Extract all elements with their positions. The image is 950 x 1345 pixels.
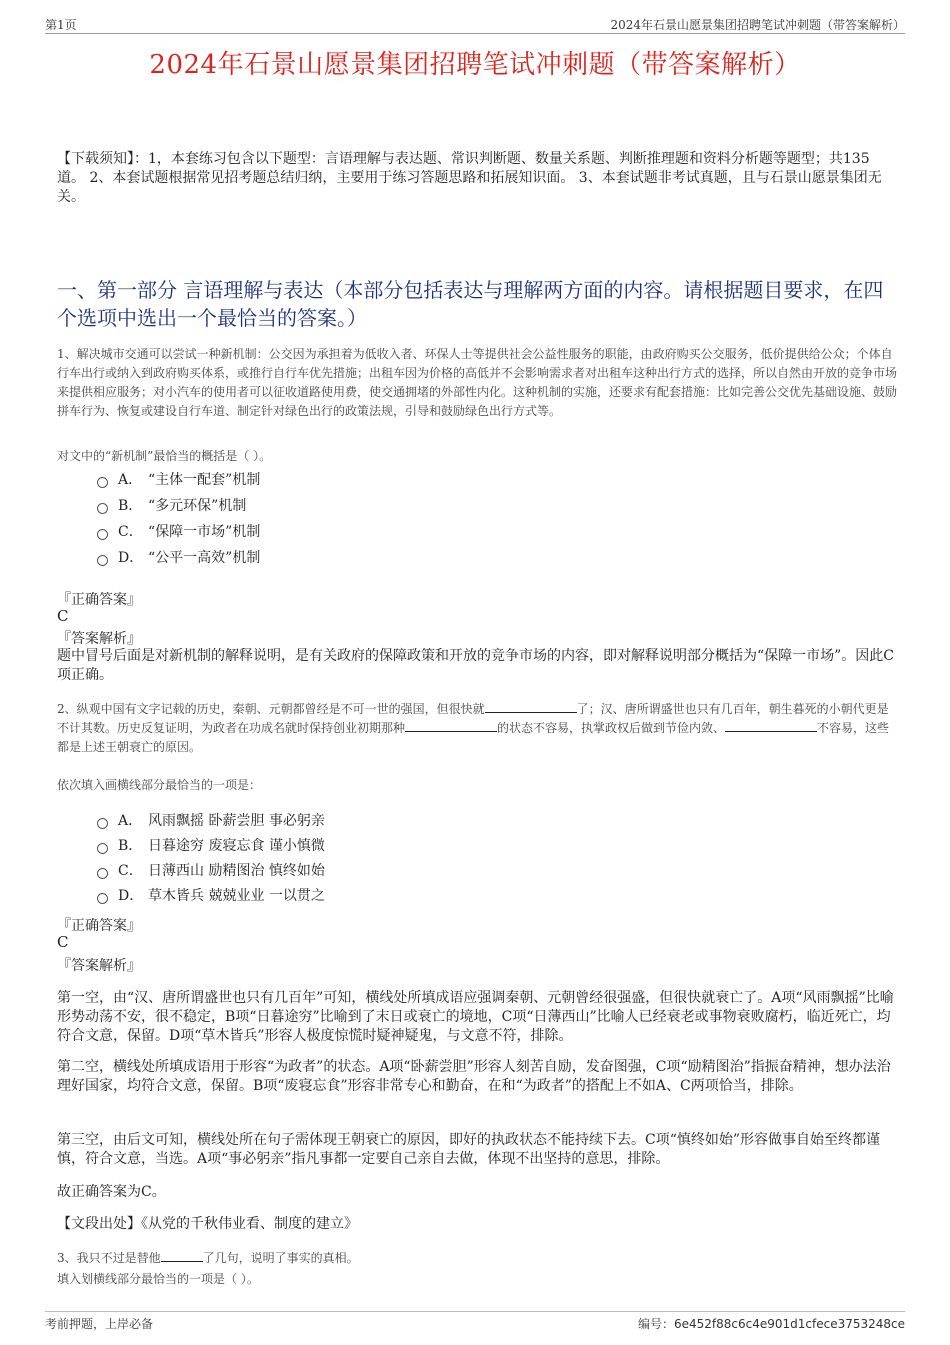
radio-icon[interactable] <box>97 843 108 854</box>
radio-icon[interactable] <box>97 529 108 540</box>
footer-code: 编号：6e452f88c6c4e901d1cfece3753248ce <box>637 1317 905 1331</box>
question-2-analysis-3: 第三空，由后文可知，横线处所在句子需体现王朝衰亡的原因，即好的执政状态不能持续下去。C项“慎终如始”形容做事自始至终都谨慎，符合文意，当选。A项“事必躬亲”指凡事都一定要自己亲自去做，体现不出坚持的意思，排除。 <box>57 1132 881 1167</box>
footer-slogan: 考前押题，上岸必备 <box>45 1317 154 1331</box>
question-1-option-c[interactable]: C． “保障一市场”机制 <box>97 521 260 541</box>
question-1-analysis: 题中冒号后面是对新机制的解释说明，是有关政府的保障政策和开放的竞争市场的内容，即对解释说明部分概括为“保障一市场”。因此C项正确。 <box>57 648 895 683</box>
question-2-source: 【文段出处】《从党的千秋伟业看、制度的建立》 <box>57 1216 358 1232</box>
question-2-analysis-1: 第一空，由“汉、唐所谓盛世也只有几百年”可知，横线处所填成语应强调秦朝、元朝曾经很强盛，但很快就衰亡了。A项“风雨飘摇”比喻形势动荡不安，很不稳定，B项“日暮途穷”比喻到了末日或衰亡的境地，C项“日薄西山”比喻人已经衰老或事物衰败腐朽，临近死亡，均符合文意，保留。D项“草木皆兵”形容人极度惊慌时疑神疑鬼，与文意不符，排除。 <box>57 990 894 1044</box>
question-2-option-b[interactable]: B． 日暮途穷 废寝忘食 谨小慎微 <box>97 835 325 855</box>
radio-icon[interactable] <box>97 555 108 566</box>
question-1-option-b[interactable]: B． “多元环保”机制 <box>97 495 246 515</box>
question-1-answer: C <box>57 607 69 625</box>
question-3-text: 3、我只不过是替他 了几句，说明了事实的真相。 <box>57 1251 359 1265</box>
header-doc-title: 2024年石景山愿景集团招聘笔试冲刺题（带答案解析） <box>610 18 905 32</box>
question-2-analysis-2: 第二空，横线处所填成语用于形容“为政者”的状态。A项“卧薪尝胆”形容人刻苦自励，发奋图强，C项“励精图治”指振奋精神，想办法治理好国家，均符合文意，保留。B项“废寝忘食”形容非常专心和勤奋，在和“为政者”的搭配上不如A、C两项恰当，排除。 <box>57 1059 891 1094</box>
question-2-answer: C <box>57 933 69 951</box>
question-2-answer-label: 『正确答案』 <box>57 918 141 934</box>
question-2-option-c[interactable]: C． 日薄西山 励精图治 慎终如始 <box>97 860 325 880</box>
question-1-answer-label: 『正确答案』 <box>57 592 141 608</box>
question-2-analysis-label: 『答案解析』 <box>57 958 141 974</box>
section-heading: 一、第一部分 言语理解与表达（本部分包括表达与理解两方面的内容。请根据题目要求，在四个选项中选出一个最恰当的答案。） <box>57 278 884 330</box>
question-2-option-d[interactable]: D． 草木皆兵 兢兢业业 一以贯之 <box>97 885 325 905</box>
question-1-option-d[interactable]: D． “公平一高效”机制 <box>97 547 260 567</box>
question-2-conclusion: 故正确答案为C。 <box>57 1184 166 1200</box>
question-1-prompt: 对文中的“新机制”最恰当的概括是（ ）。 <box>57 449 272 463</box>
page-title: 2024年石景山愿景集团招聘笔试冲刺题（带答案解析） <box>149 50 801 80</box>
question-3-prompt: 填入划横线部分最恰当的一项是（ ）。 <box>57 1272 259 1286</box>
question-1-option-a[interactable]: A． “主体一配套”机制 <box>97 469 260 489</box>
radio-icon[interactable] <box>97 503 108 514</box>
radio-icon[interactable] <box>97 893 108 904</box>
radio-icon[interactable] <box>97 868 108 879</box>
question-2-prompt: 依次填入画横线部分最恰当的一项是： <box>57 778 262 792</box>
footer-divider <box>45 1311 905 1312</box>
page-number: 第1页 <box>45 18 77 32</box>
question-2-text: 2、纵观中国有文字记载的历史，秦朝、元朝都曾经是不可一世的强国，但很快就 了；汉、唐所谓盛世也只有几百年，朝生暮死的小朝代更是不计其数。历史反复证明，为政者在功成名就时保持创业初期那种 的状态不容易，执掌政权后做到节俭内敛、 不容易，这些都是上述王朝衰亡的原因。 <box>57 702 890 754</box>
download-notice: 【下载须知】：1，本套练习包含以下题型：言语理解与表达题、常识判断题、数量关系题、判断推理题和资料分析题等题型；共135道。 2、本套试题根据常见招考题总结归纳，主要用于练习答题思路和拓展知识面。 3、本套试题非考试真题，且与石景山愿景集团无关。 <box>57 151 882 205</box>
header-divider <box>45 33 905 34</box>
question-1-text: 1、解决城市交通可以尝试一种新机制：公交因为承担着为低收入者、环保人士等提供社会公益性服务的职能，由政府购买公交服务，低价提供给公众；个体自行车出行或纳入到政府购买体系，或推行自行车优先措施；出租车因为价格的高低并不会影响需求者对出租车这种出行方式的选择，所以自然由开放的竞争市场来提供相应服务；对小汽车的使用者可以征收道路使用费，使交通拥堵的外部性内化。这种机制的实施，还要求有配套措施：比如完善公交优先基础设施、鼓励拼车行为、恢复或建设自行车道、制定针对绿色出行的政策法规，引导和鼓励绿色出行方式等。 <box>57 347 898 418</box>
fill-blank <box>485 700 577 713</box>
question-1-analysis-label: 『答案解析』 <box>57 631 141 647</box>
radio-icon[interactable] <box>97 818 108 829</box>
fill-blank <box>725 719 817 732</box>
radio-icon[interactable] <box>97 477 108 488</box>
question-2-option-a[interactable]: A． 风雨飘摇 卧薪尝胆 事必躬亲 <box>97 810 325 830</box>
fill-blank <box>405 719 497 732</box>
fill-blank <box>161 1249 203 1262</box>
